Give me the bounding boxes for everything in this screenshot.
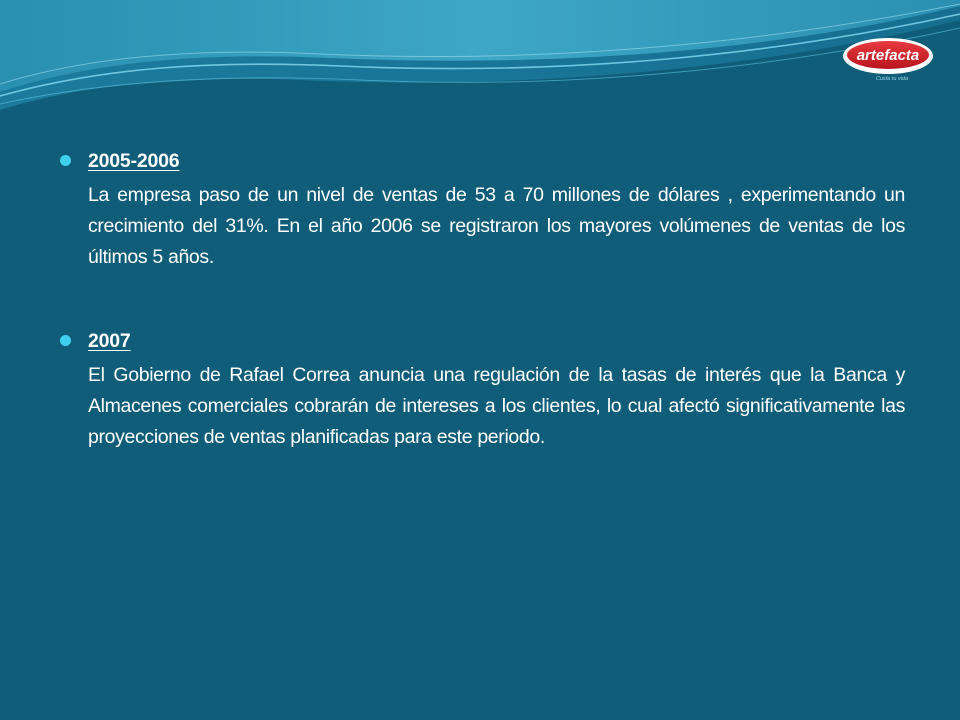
- bullet-body-text: La empresa paso de un nivel de ventas de 53 a 70 millones de dólares , experimentando un crecimiento del 31%. En el año 2006 se registraron los mayores volúmenes de ventas de los últimos 5 años.: [88, 184, 905, 268]
- artefacta-logo: [842, 34, 934, 82]
- svg-text:artefacta: artefacta: [856, 47, 920, 64]
- bullet-title: 2005-2006: [88, 150, 180, 172]
- bullet-title: 2007: [88, 330, 131, 352]
- bullet-body-text: El Gobierno de Rafael Correa anuncia una regulación de la tasas de interés que la Banca y Almacenes comerciales cobrarán de intereses a los clientes, lo cual afectó significativamente las proyecciones de ventas planificadas para este periodo.: [88, 364, 905, 448]
- svg-text:Cuida tu vida: Cuida tu vida: [875, 76, 909, 82]
- header-wave-decoration: [0, 0, 960, 140]
- bullet-dot-icon: [60, 335, 71, 346]
- bullet-item-2005-2006: [60, 148, 905, 273]
- bullet-dot-icon: [60, 155, 71, 166]
- bullet-item-2007: [60, 328, 905, 453]
